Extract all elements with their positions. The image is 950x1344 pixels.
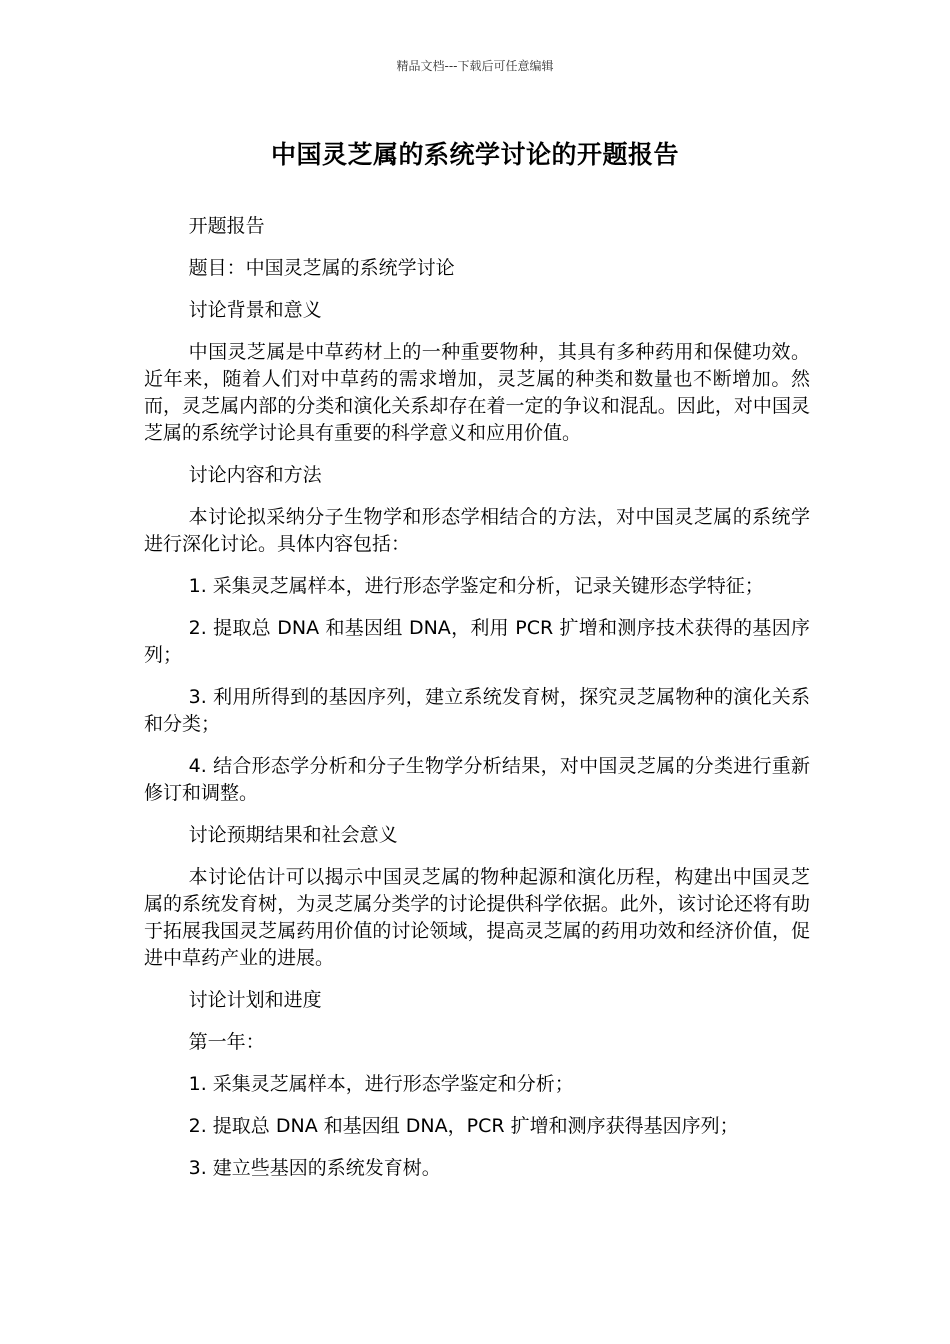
section-heading-background: 讨论背景和意义: [188, 299, 322, 321]
plan-item-2: 2. 提取总 DNA 和基因组 DNA，PCR 扩增和测序获得基因序列；: [188, 1115, 739, 1137]
plan-year-label: 第一年：: [188, 1031, 265, 1053]
content-item-2: 2. 提取总 DNA 和基因组 DNA，利用 PCR 扩增和测序技术获得的基因序列；: [144, 617, 810, 666]
content-item-1: 1. 采集灵芝属样本，进行形态学鉴定和分析，记录关键形态学特征；: [188, 575, 764, 597]
topic-line: 题目：中国灵芝属的系统学讨论: [188, 257, 455, 279]
section-heading-content-methods: 讨论内容和方法: [188, 464, 322, 486]
content-item-4: 4. 结合形态学分析和分子生物学分析结果，对中国灵芝属的分类进行重新修订和调整。: [144, 755, 810, 804]
content-intro-paragraph: 本讨论拟采纳分子生物学和形态学相结合的方法，对中国灵芝属的系统学进行深化讨论。具体内容包括：: [144, 506, 810, 555]
section-heading-plan: 讨论计划和进度: [188, 989, 322, 1011]
background-paragraph: 中国灵芝属是中草药材上的一种重要物种，其具有多种药用和保健功效。近年来，随着人们对中草药的需求增加，灵芝属的种类和数量也不断增加。然而，灵芝属内部的分类和演化关系却存在着一定的争议和混乱。因此，对中国灵芝属的系统学讨论具有重要的科学意义和应用价值。: [144, 341, 810, 444]
document-title: 中国灵芝属的系统学讨论的开题报告: [270, 140, 679, 169]
section-heading-report: 开题报告: [188, 215, 265, 237]
content-item-3: 3. 利用所得到的基因序列，建立系统发育树，探究灵芝属物种的演化关系和分类；: [144, 686, 810, 735]
plan-item-3: 3. 建立些基因的系统发育树。: [188, 1157, 441, 1179]
section-heading-expected-results: 讨论预期结果和社会意义: [188, 824, 398, 846]
page-header: 精品文档---下载后可任意编辑: [396, 59, 554, 73]
expected-results-paragraph: 本讨论估计可以揭示中国灵芝属的物种起源和演化历程，构建出中国灵芝属的系统发育树，为灵芝属分类学的讨论提供科学依据。此外，该讨论还将有助于拓展我国灵芝属药用价值的讨论领域，提高灵芝属的药用功效和经济价值，促进中草药产业的进展。: [144, 866, 810, 969]
document-body: [144, 213, 810, 1197]
plan-item-1: 1. 采集灵芝属样本，进行形态学鉴定和分析；: [188, 1073, 574, 1095]
